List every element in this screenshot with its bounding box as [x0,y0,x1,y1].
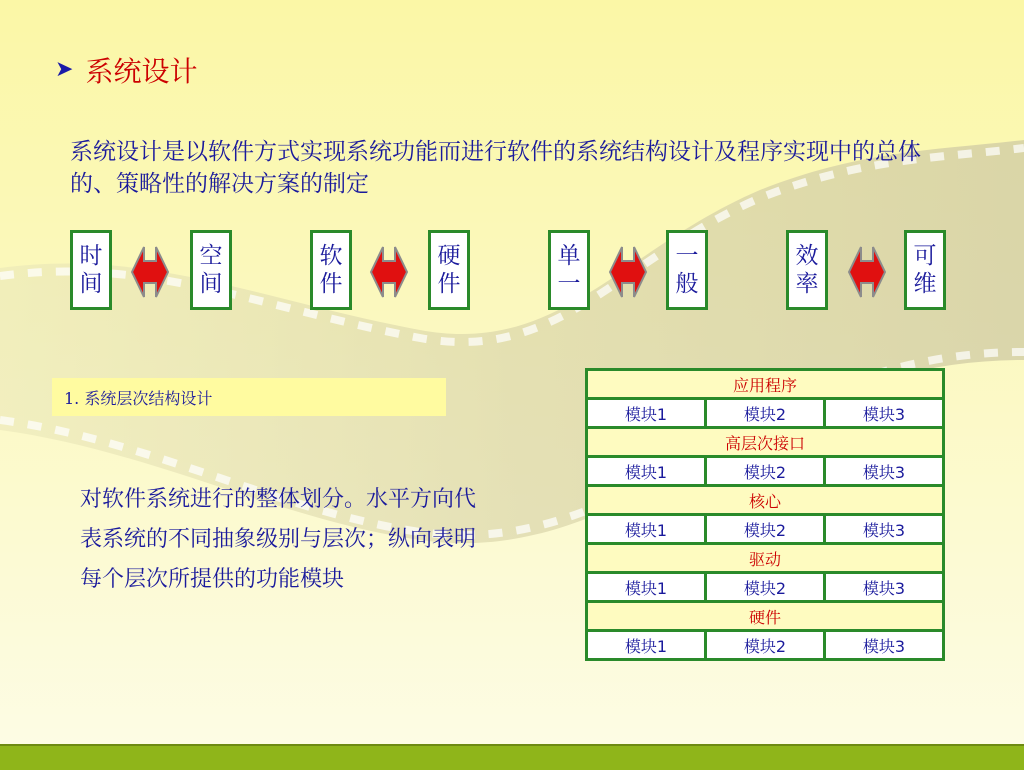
double-arrow-icon [847,243,887,301]
slide-title [55,50,197,90]
module-row [587,573,944,602]
title-text: 系统设计 [85,55,198,88]
tradeoff-box-hardware [428,230,470,310]
tradeoff-box-efficiency [786,230,828,310]
module-cell: 模块2 [706,457,825,486]
box-char: 率 [795,271,819,297]
layer-name: 硬件 [587,602,944,631]
layer-name: 应用程序 [587,370,944,399]
module-cell: 模块2 [706,631,825,660]
module-cell: 模块3 [825,515,944,544]
box-char: 件 [319,271,343,297]
box-char: 空 [199,243,223,269]
section-label: 1. 系统层次结构设计 [64,388,213,408]
layer-name: 驱动 [587,544,944,573]
double-arrow-icon [608,243,648,301]
box-char: 时 [79,243,103,269]
layer-name: 高层次接口 [587,428,944,457]
box-char: 维 [913,271,937,297]
tradeoff-box-general [666,230,708,310]
description-text: 系统设计是以软件方式实现系统功能而进行软件的系统结构设计及程序实现中的总体的、策略性的解决方案的制定 [70,139,921,197]
module-cell: 模块1 [587,457,706,486]
layer-row [587,370,944,399]
bottom-bar [0,744,1024,770]
box-char: 软 [319,243,343,269]
tradeoff-box-maintainability [904,230,946,310]
module-cell: 模块1 [587,631,706,660]
layer-row [587,602,944,631]
module-row [587,515,944,544]
module-cell: 模块2 [706,573,825,602]
module-row [587,631,944,660]
box-char: 一 [675,243,699,269]
box-char: 可 [913,243,937,269]
layer-name: 核心 [587,486,944,515]
double-arrow-icon [130,243,170,301]
layer-row [587,428,944,457]
layer-row [587,544,944,573]
tradeoff-box-time [70,230,112,310]
module-cell: 模块3 [825,457,944,486]
box-char: 一 [557,271,581,297]
layer-structure-table [585,368,945,661]
double-arrow-icon [369,243,409,301]
section-heading [52,378,446,416]
module-cell: 模块1 [587,399,706,428]
module-row [587,399,944,428]
module-cell: 模块2 [706,515,825,544]
box-char: 件 [437,271,461,297]
box-char: 间 [79,271,103,297]
box-char: 间 [199,271,223,297]
module-cell: 模块2 [706,399,825,428]
module-row [587,457,944,486]
module-cell: 模块3 [825,399,944,428]
module-cell: 模块3 [825,631,944,660]
box-char: 单 [557,243,581,269]
tradeoff-box-space [190,230,232,310]
module-cell: 模块1 [587,515,706,544]
arrow-bullet-icon: ➤ [55,57,74,82]
box-char: 效 [795,243,819,269]
explanation-paragraph: 对软件系统进行的整体划分。水平方向代表系统的不同抽象级别与层次；纵向表明每个层次所提供的功能模块 [80,487,477,592]
module-cell: 模块3 [825,573,944,602]
box-char: 硬 [437,243,461,269]
tradeoff-box-single [548,230,590,310]
layer-row [587,486,944,515]
module-cell: 模块1 [587,573,706,602]
tradeoff-box-software [310,230,352,310]
box-char: 般 [675,271,699,297]
